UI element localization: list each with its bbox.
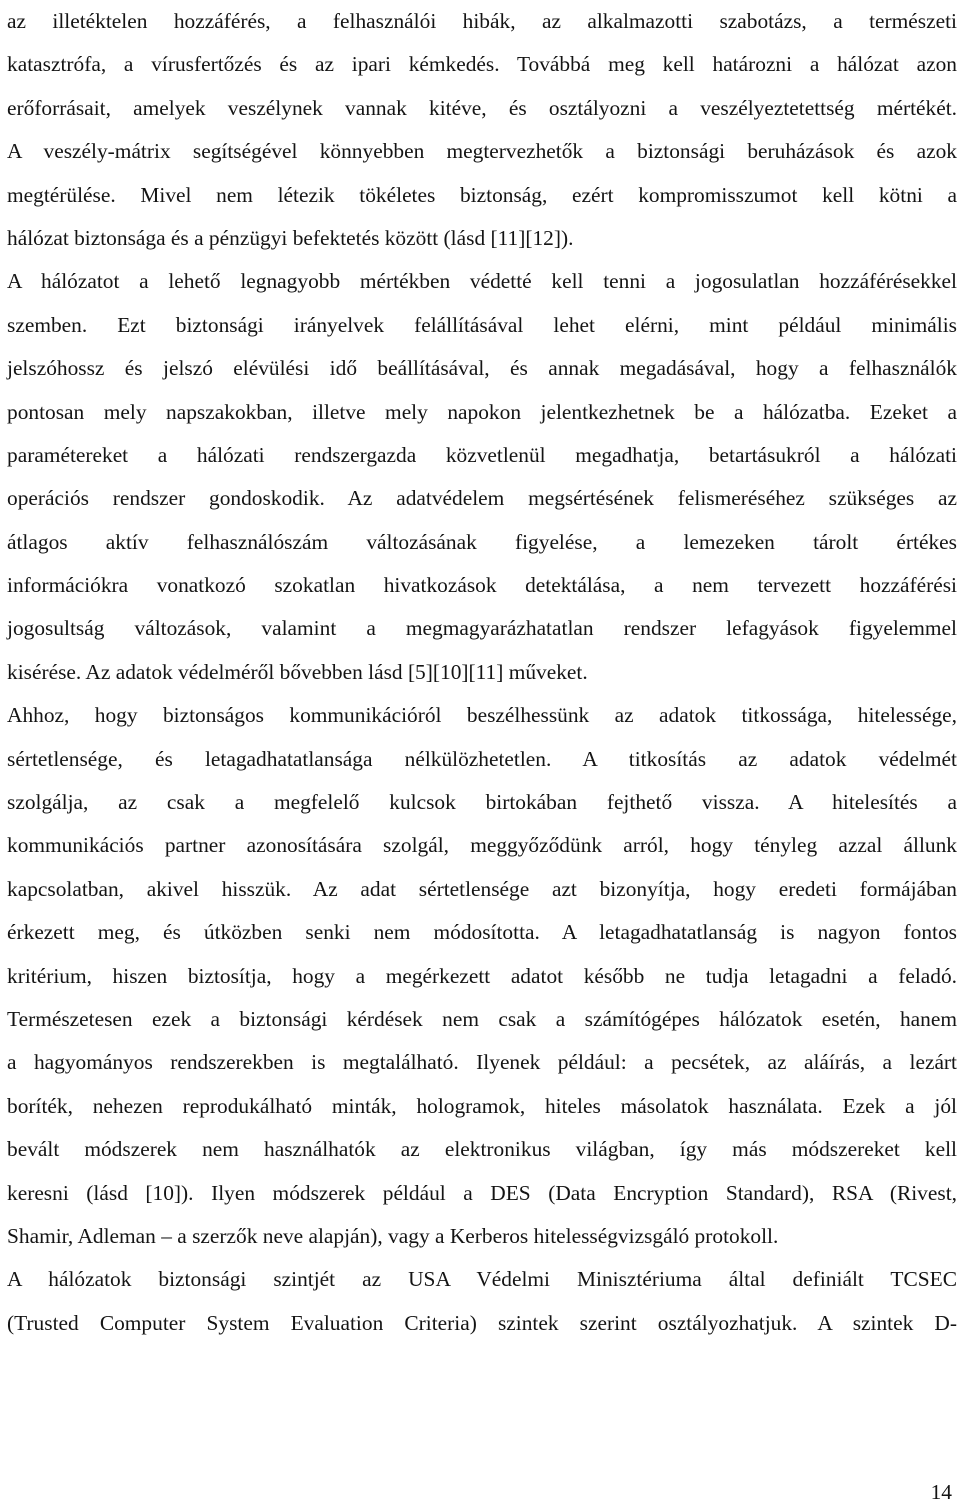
paragraph-access-control <box>7 260 957 694</box>
text-line: kritérium, hiszen biztosítja, hogy a megérkezett adatot később ne tudja letagadni a feladó. <box>7 963 957 988</box>
text-line: keresni (lásd [10]). Ilyen módszerek például a DES (Data Encryption Standard), RSA (Rivest, <box>7 1180 957 1205</box>
text-line: katasztrófa, a vírusfertőzés és az ipari kémkedés. Továbbá meg kell határozni a hálózat azon <box>7 52 957 77</box>
text-line: átlagos aktív felhasználószám változásának figyelése, a lemezeken tárolt értékes <box>7 529 957 554</box>
text-line: szolgálja, az csak a megfelelő kulcsok birtokában fejthető vissza. A hitelesítés a <box>7 790 957 815</box>
page-number: 14 <box>930 1480 952 1504</box>
text-line: érkezett meg, és útközben senki nem módosította. A letagadhatatlanság is nagyon fontos <box>7 920 957 945</box>
text-line: a hagyományos rendszerekben is megtalálható. Ilyenek például: a pecsétek, az aláírás, a lezárt <box>7 1050 957 1075</box>
paragraph-threats <box>7 0 957 260</box>
paragraph-tcsec <box>7 1258 957 1345</box>
text-line: bevált módszerek nem használhatók az elektronikus világban, így más módszereket kell <box>7 1137 957 1162</box>
document-body <box>7 0 957 1345</box>
text-line: Shamir, Adleman – a szerzők neve alapján), vagy a Kerberos hitelességvizsgáló protokoll. <box>7 1223 779 1248</box>
text-line: kommunikációs partner azonosítására szolgál, meggyőződünk arról, hogy tényleg azzal állunk <box>7 833 957 858</box>
text-line: hálózat biztonsága és a pénzügyi befektetés között (lásd [11][12]). <box>7 225 574 250</box>
text-line: információkra vonatkozó szokatlan hivatkozások detektálása, a nem tervezett hozzáférési <box>7 573 957 598</box>
text-line: boríték, nehezen reprodukálható minták, hologramok, hiteles másolatok használata. Ezek a jól <box>7 1093 957 1118</box>
text-line: jelszóhossz és jelszó elévülési idő beállításával, és annak megadásával, hogy a felhasználók <box>7 356 957 381</box>
text-line: A veszély-mátrix segítségével könnyebben megtervezhetők a biztonsági beruházások és azok <box>7 139 957 164</box>
text-line: A hálózatok biztonsági szintjét az USA Védelmi Minisztériuma által definiált TCSEC <box>7 1267 957 1292</box>
text-line: Természetesen ezek a biztonsági kérdések nem csak a számítógépes hálózatok esetén, hanem <box>7 1006 957 1031</box>
text-line: kisérése. Az adatok védelméről bővebben lásd [5][10][11] műveket. <box>7 659 588 684</box>
paragraph-secure-communication <box>7 694 957 1258</box>
text-line: pontosan mely napszakokban, illetve mely napokon jelentkezhetnek be a hálózatba. Ezeket a <box>7 399 957 424</box>
text-line: Ahhoz, hogy biztonságos kommunikációról beszélhessünk az adatok titkossága, hitelessége, <box>7 703 957 728</box>
text-line: paramétereket a hálózati rendszergazda közvetlenül megadhatja, betartásukról a hálózati <box>7 442 957 467</box>
text-line: A hálózatot a lehető legnagyobb mértékben védetté kell tenni a jogosulatlan hozzáférésekkel <box>7 269 957 294</box>
text-line: erőforrásait, amelyek veszélynek vannak kitéve, és osztályozni a veszélyeztetettség mértékét. <box>7 95 957 120</box>
text-line: sértetlensége, és letagadhatatlansága nélkülözhetetlen. A titkosítás az adatok védelmét <box>7 746 957 771</box>
text-line: megtérülése. Mivel nem létezik tökéletes biztonság, ezért kompromisszumot kell kötni a <box>7 182 957 207</box>
text-line: szemben. Ezt biztonsági irányelvek felállításával lehet elérni, mint például minimális <box>7 312 957 337</box>
text-line: (Trusted Computer System Evaluation Criteria) szintek szerint osztályozhatjuk. A szintek D- <box>7 1310 957 1335</box>
text-line: kapcsolatban, akivel hisszük. Az adat sértetlensége azt bizonyítja, hogy eredeti formájában <box>7 876 957 901</box>
text-line: az illetéktelen hozzáférés, a felhasználói hibák, az alkalmazotti szabotázs, a természeti <box>7 9 957 33</box>
text-line: jogosultság változások, valamint a megmagyarázhatatlan rendszer lefagyások figyelemmel <box>7 616 957 641</box>
text-line: operációs rendszer gondoskodik. Az adatvédelem megsértésének felismeréséhez szükséges az <box>7 486 957 511</box>
